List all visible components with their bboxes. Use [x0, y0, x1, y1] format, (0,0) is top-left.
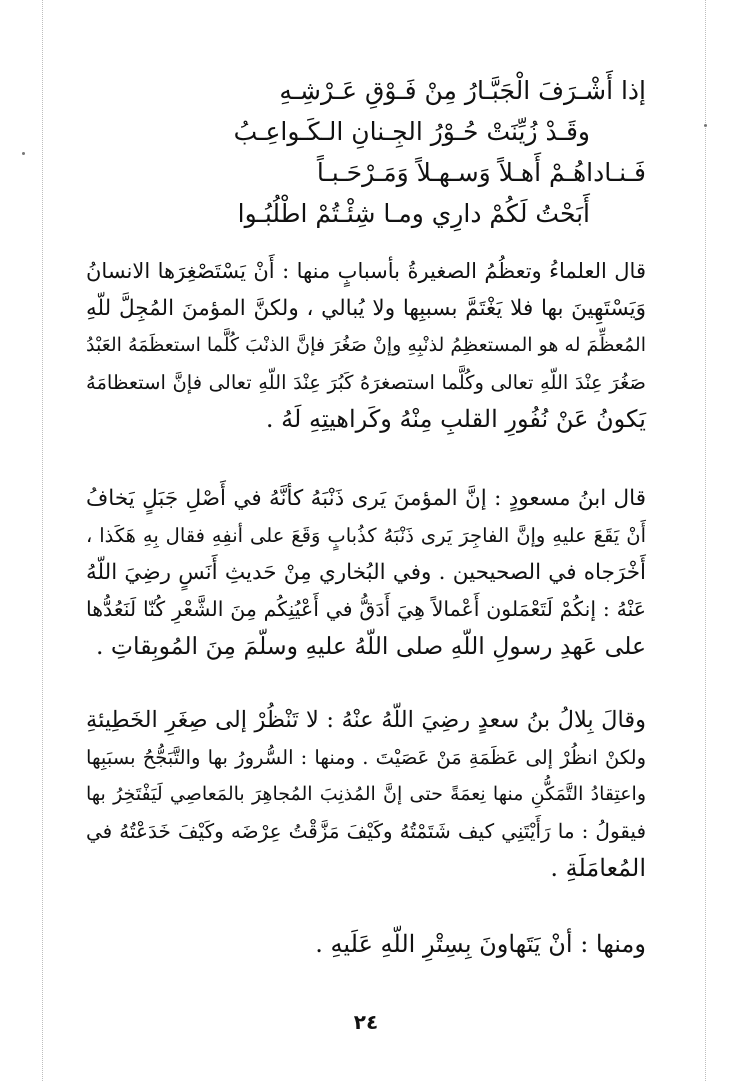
text-line: يَكونُ عَنْ نُفُورِ القلبِ مِنْهُ وكَراهيتِهِ لَهُ . — [265, 405, 646, 433]
text-line: ومنها : أنْ يَتَهاونَ بِسِتْرِ اللّهِ عَلَيهِ . — [315, 930, 646, 958]
scan-speck — [704, 124, 707, 127]
text-line: المُعظِّمَ له هو المستعظِمُ لذنْبِهِ وإنْ صَغُرَ فإنَّ الذنْبَ كُلَّما استعظَمَهُ العَبْدُ — [86, 334, 646, 356]
text-line: وقالَ بِلالُ بنُ سعدٍ رضِيَ اللّهُ عنْهُ : لا تَنْظُرْ إلى صِغَرِ الخَطِيئةِ — [86, 707, 646, 733]
text-line: أَخْرَجاه في الصحيحين . وفي البُخاري مِنْ حَديثِ أَنَسٍ رضِيَ اللّهُ — [86, 560, 646, 585]
text-line: ولكنْ انظُرْ إلى عَظَمَةِ مَنْ عَصَيْتَ . ومنها : السُّرورُ بها والتَّبَجُّحُ بسبَبِها — [86, 746, 646, 769]
text-line: قال العلماءُ وتعظُمُ الصغيرةُ بأسبابٍ منها : أَنْ يَسْتَصْغِرَها الانسانُ — [86, 259, 646, 283]
poem-line: وقَـدْ زُيِّنَتْ حُـوْرُ الجِـنانِ الـكَـواعِـبُ — [233, 117, 590, 146]
poem-line: إذا أَشْـرَفَ الْجَبَّـارُ مِنْ فَـوْقِ عَـرْشِـهِ — [279, 76, 646, 105]
text-line: المُعامَلَةِ . — [550, 854, 646, 882]
scan-margin-left — [42, 0, 43, 1081]
text-line: قال ابنُ مسعودٍ : إنَّ المؤمنَ يَرى ذَنْبَهُ كأنَّهُ في أَصْلِ جَبَلٍ يَخافُ — [86, 486, 646, 511]
paragraph-ibn-masud — [86, 480, 646, 665]
paragraph-concealment — [86, 926, 646, 963]
paragraph-bilal — [86, 702, 646, 887]
text-line: عَنْهُ : إنكُمْ لَتَعْمَلون أَعْمالاً هِيَ أَدَقُّ في أَعْيُنِكُم مِنَ الشَّعْرِ كُنّا لَنَعُدُّها — [86, 597, 646, 621]
poem-verse — [106, 70, 646, 234]
text-line: فيقولُ : ما رَأَيْتَنِي كيف شَتَمْتُهُ وكَيْفَ مَزَّقْتُ عِرْضَه وكَيْفَ خَدَعْتُهُ في — [86, 819, 646, 843]
poem-line: أَبَحْتُ لَكُمْ دارِي ومـا شِئْـتُمْ اطْلُبُـوا — [237, 199, 590, 228]
scan-speck — [22, 152, 25, 155]
text-line: صَغُرَ عِنْدَ اللّهِ تعالى وكُلَّما استصغرَهُ كَبُرَ عِنْدَ اللّهِ تعالى فإنَّ استعظامَهُ — [86, 371, 646, 394]
poem-line: فَـنـاداهُـمْ أَهـلاً وَسـهـلاً وَمَـرْحَـبـاً — [316, 158, 646, 187]
scan-margin-right — [705, 0, 706, 1081]
text-line: وَيَسْتَهِينَ بها فلا يَغْتَمَّ بسببِها ولا يُبالي ، ولكنَّ المؤمنَ المُجِلَّ للّهِ — [86, 296, 646, 321]
page-number: ٢٤ — [353, 1010, 379, 1034]
text-line: أَنْ يَقَعَ عليهِ وإنَّ الفاجِرَ يَرى ذَنْبَهُ كذُبابٍ وَقَعَ على أنفِهِ فقال بِهِ هَكَذا ، — [86, 524, 646, 547]
text-line: واعتِقادُ التَّمَكُّنِ منها نِعمَةً حتى إنَّ المُذنِبَ المُجاهِرَ بالمَعاصِي لَيَفْتَخِرُ بها — [86, 783, 646, 805]
text-line: على عَهدِ رسولِ اللّهِ صلى اللّهُ عليهِ وسلّمَ مِنَ المُوبِقاتِ . — [95, 632, 646, 660]
paragraph-scholars — [86, 253, 646, 438]
